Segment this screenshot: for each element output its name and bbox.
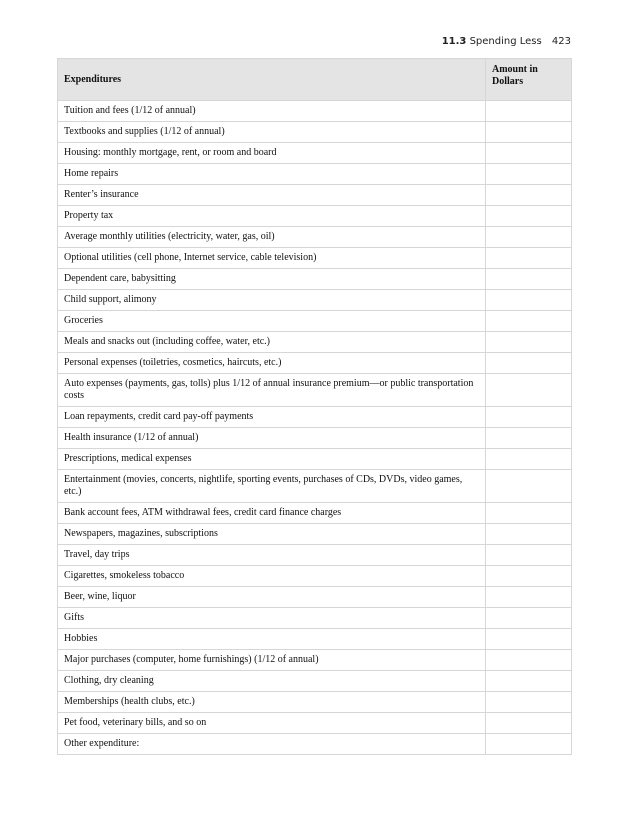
table-row bbox=[58, 671, 572, 692]
table-row bbox=[58, 227, 572, 248]
table-row bbox=[58, 713, 572, 734]
expenditure-label: Cigarettes, smokeless tobacco bbox=[58, 566, 486, 587]
running-head bbox=[442, 36, 571, 47]
expenditure-label: Dependent care, babysitting bbox=[58, 269, 486, 290]
table-row bbox=[58, 248, 572, 269]
expenditures-table bbox=[57, 58, 572, 755]
column-header-expenditures: Expenditures bbox=[58, 59, 486, 101]
amount-cell[interactable] bbox=[486, 101, 572, 122]
amount-cell[interactable] bbox=[486, 164, 572, 185]
amount-cell[interactable] bbox=[486, 608, 572, 629]
expenditure-label: Textbooks and supplies (1/12 of annual) bbox=[58, 122, 486, 143]
table-row bbox=[58, 629, 572, 650]
table-row bbox=[58, 407, 572, 428]
amount-cell[interactable] bbox=[486, 449, 572, 470]
amount-cell[interactable] bbox=[486, 407, 572, 428]
table-row bbox=[58, 503, 572, 524]
amount-cell[interactable] bbox=[486, 311, 572, 332]
expenditure-label: Newspapers, magazines, subscriptions bbox=[58, 524, 486, 545]
expenditure-label: Health insurance (1/12 of annual) bbox=[58, 428, 486, 449]
expenditure-label: Clothing, dry cleaning bbox=[58, 671, 486, 692]
expenditure-label: Personal expenses (toiletries, cosmetics, haircuts, etc.) bbox=[58, 353, 486, 374]
amount-cell[interactable] bbox=[486, 629, 572, 650]
table-row bbox=[58, 650, 572, 671]
table-row bbox=[58, 524, 572, 545]
table-row bbox=[58, 101, 572, 122]
amount-cell[interactable] bbox=[486, 248, 572, 269]
amount-cell[interactable] bbox=[486, 122, 572, 143]
table-row bbox=[58, 545, 572, 566]
table-row bbox=[58, 122, 572, 143]
amount-cell[interactable] bbox=[486, 650, 572, 671]
amount-cell[interactable] bbox=[486, 734, 572, 755]
expenditure-label: Major purchases (computer, home furnishings) (1/12 of annual) bbox=[58, 650, 486, 671]
amount-cell[interactable] bbox=[486, 713, 572, 734]
page-number: 423 bbox=[551, 36, 571, 47]
expenditure-label: Home repairs bbox=[58, 164, 486, 185]
amount-cell[interactable] bbox=[486, 692, 572, 713]
amount-cell[interactable] bbox=[486, 143, 572, 164]
expenditure-label: Housing: monthly mortgage, rent, or room and board bbox=[58, 143, 486, 164]
expenditure-label: Hobbies bbox=[58, 629, 486, 650]
amount-cell[interactable] bbox=[486, 290, 572, 311]
section-title: Spending Less bbox=[469, 36, 542, 47]
table-row bbox=[58, 734, 572, 755]
amount-cell[interactable] bbox=[486, 428, 572, 449]
column-header-amount: Amount in Dollars bbox=[486, 59, 572, 101]
table-row bbox=[58, 185, 572, 206]
table-row bbox=[58, 311, 572, 332]
expenditure-label: Prescriptions, medical expenses bbox=[58, 449, 486, 470]
amount-cell[interactable] bbox=[486, 206, 572, 227]
expenditure-label: Optional utilities (cell phone, Internet service, cable television) bbox=[58, 248, 486, 269]
amount-cell[interactable] bbox=[486, 524, 572, 545]
table-row bbox=[58, 428, 572, 449]
table-row bbox=[58, 269, 572, 290]
expenditure-label: Loan repayments, credit card pay-off payments bbox=[58, 407, 486, 428]
amount-cell[interactable] bbox=[486, 470, 572, 503]
table-row bbox=[58, 353, 572, 374]
expenditure-label: Child support, alimony bbox=[58, 290, 486, 311]
expenditure-label: Meals and snacks out (including coffee, water, etc.) bbox=[58, 332, 486, 353]
amount-cell[interactable] bbox=[486, 671, 572, 692]
expenditure-label: Travel, day trips bbox=[58, 545, 486, 566]
amount-cell[interactable] bbox=[486, 185, 572, 206]
amount-cell[interactable] bbox=[486, 332, 572, 353]
amount-cell[interactable] bbox=[486, 587, 572, 608]
amount-cell[interactable] bbox=[486, 503, 572, 524]
expenditure-label: Renter’s insurance bbox=[58, 185, 486, 206]
expenditure-label: Property tax bbox=[58, 206, 486, 227]
table-row bbox=[58, 374, 572, 407]
table-row bbox=[58, 692, 572, 713]
expenditure-label: Pet food, veterinary bills, and so on bbox=[58, 713, 486, 734]
expenditure-label: Gifts bbox=[58, 608, 486, 629]
expenditure-label: Average monthly utilities (electricity, water, gas, oil) bbox=[58, 227, 486, 248]
table-header-row bbox=[58, 59, 572, 101]
amount-cell[interactable] bbox=[486, 269, 572, 290]
expenditure-label: Auto expenses (payments, gas, tolls) plus 1/12 of annual insurance premium—or public transportation costs bbox=[58, 374, 486, 407]
table-row bbox=[58, 566, 572, 587]
table-row bbox=[58, 164, 572, 185]
amount-cell[interactable] bbox=[486, 566, 572, 587]
table-row bbox=[58, 290, 572, 311]
table-row bbox=[58, 449, 572, 470]
amount-cell[interactable] bbox=[486, 227, 572, 248]
expenditure-label: Entertainment (movies, concerts, nightlife, sporting events, purchases of CDs, DVDs, video games, etc.) bbox=[58, 470, 486, 503]
expenditure-label: Bank account fees, ATM withdrawal fees, credit card finance charges bbox=[58, 503, 486, 524]
expenditure-label: Beer, wine, liquor bbox=[58, 587, 486, 608]
amount-cell[interactable] bbox=[486, 374, 572, 407]
expenditure-label: Groceries bbox=[58, 311, 486, 332]
amount-cell[interactable] bbox=[486, 353, 572, 374]
table-row bbox=[58, 143, 572, 164]
table-row bbox=[58, 608, 572, 629]
expenditure-label: Memberships (health clubs, etc.) bbox=[58, 692, 486, 713]
expenditure-label: Tuition and fees (1/12 of annual) bbox=[58, 101, 486, 122]
table-row bbox=[58, 587, 572, 608]
chapter-number: 11.3 bbox=[441, 36, 467, 47]
amount-cell[interactable] bbox=[486, 545, 572, 566]
table-row bbox=[58, 470, 572, 503]
expenditure-label: Other expenditure: bbox=[58, 734, 486, 755]
table-row bbox=[58, 206, 572, 227]
table-row bbox=[58, 332, 572, 353]
